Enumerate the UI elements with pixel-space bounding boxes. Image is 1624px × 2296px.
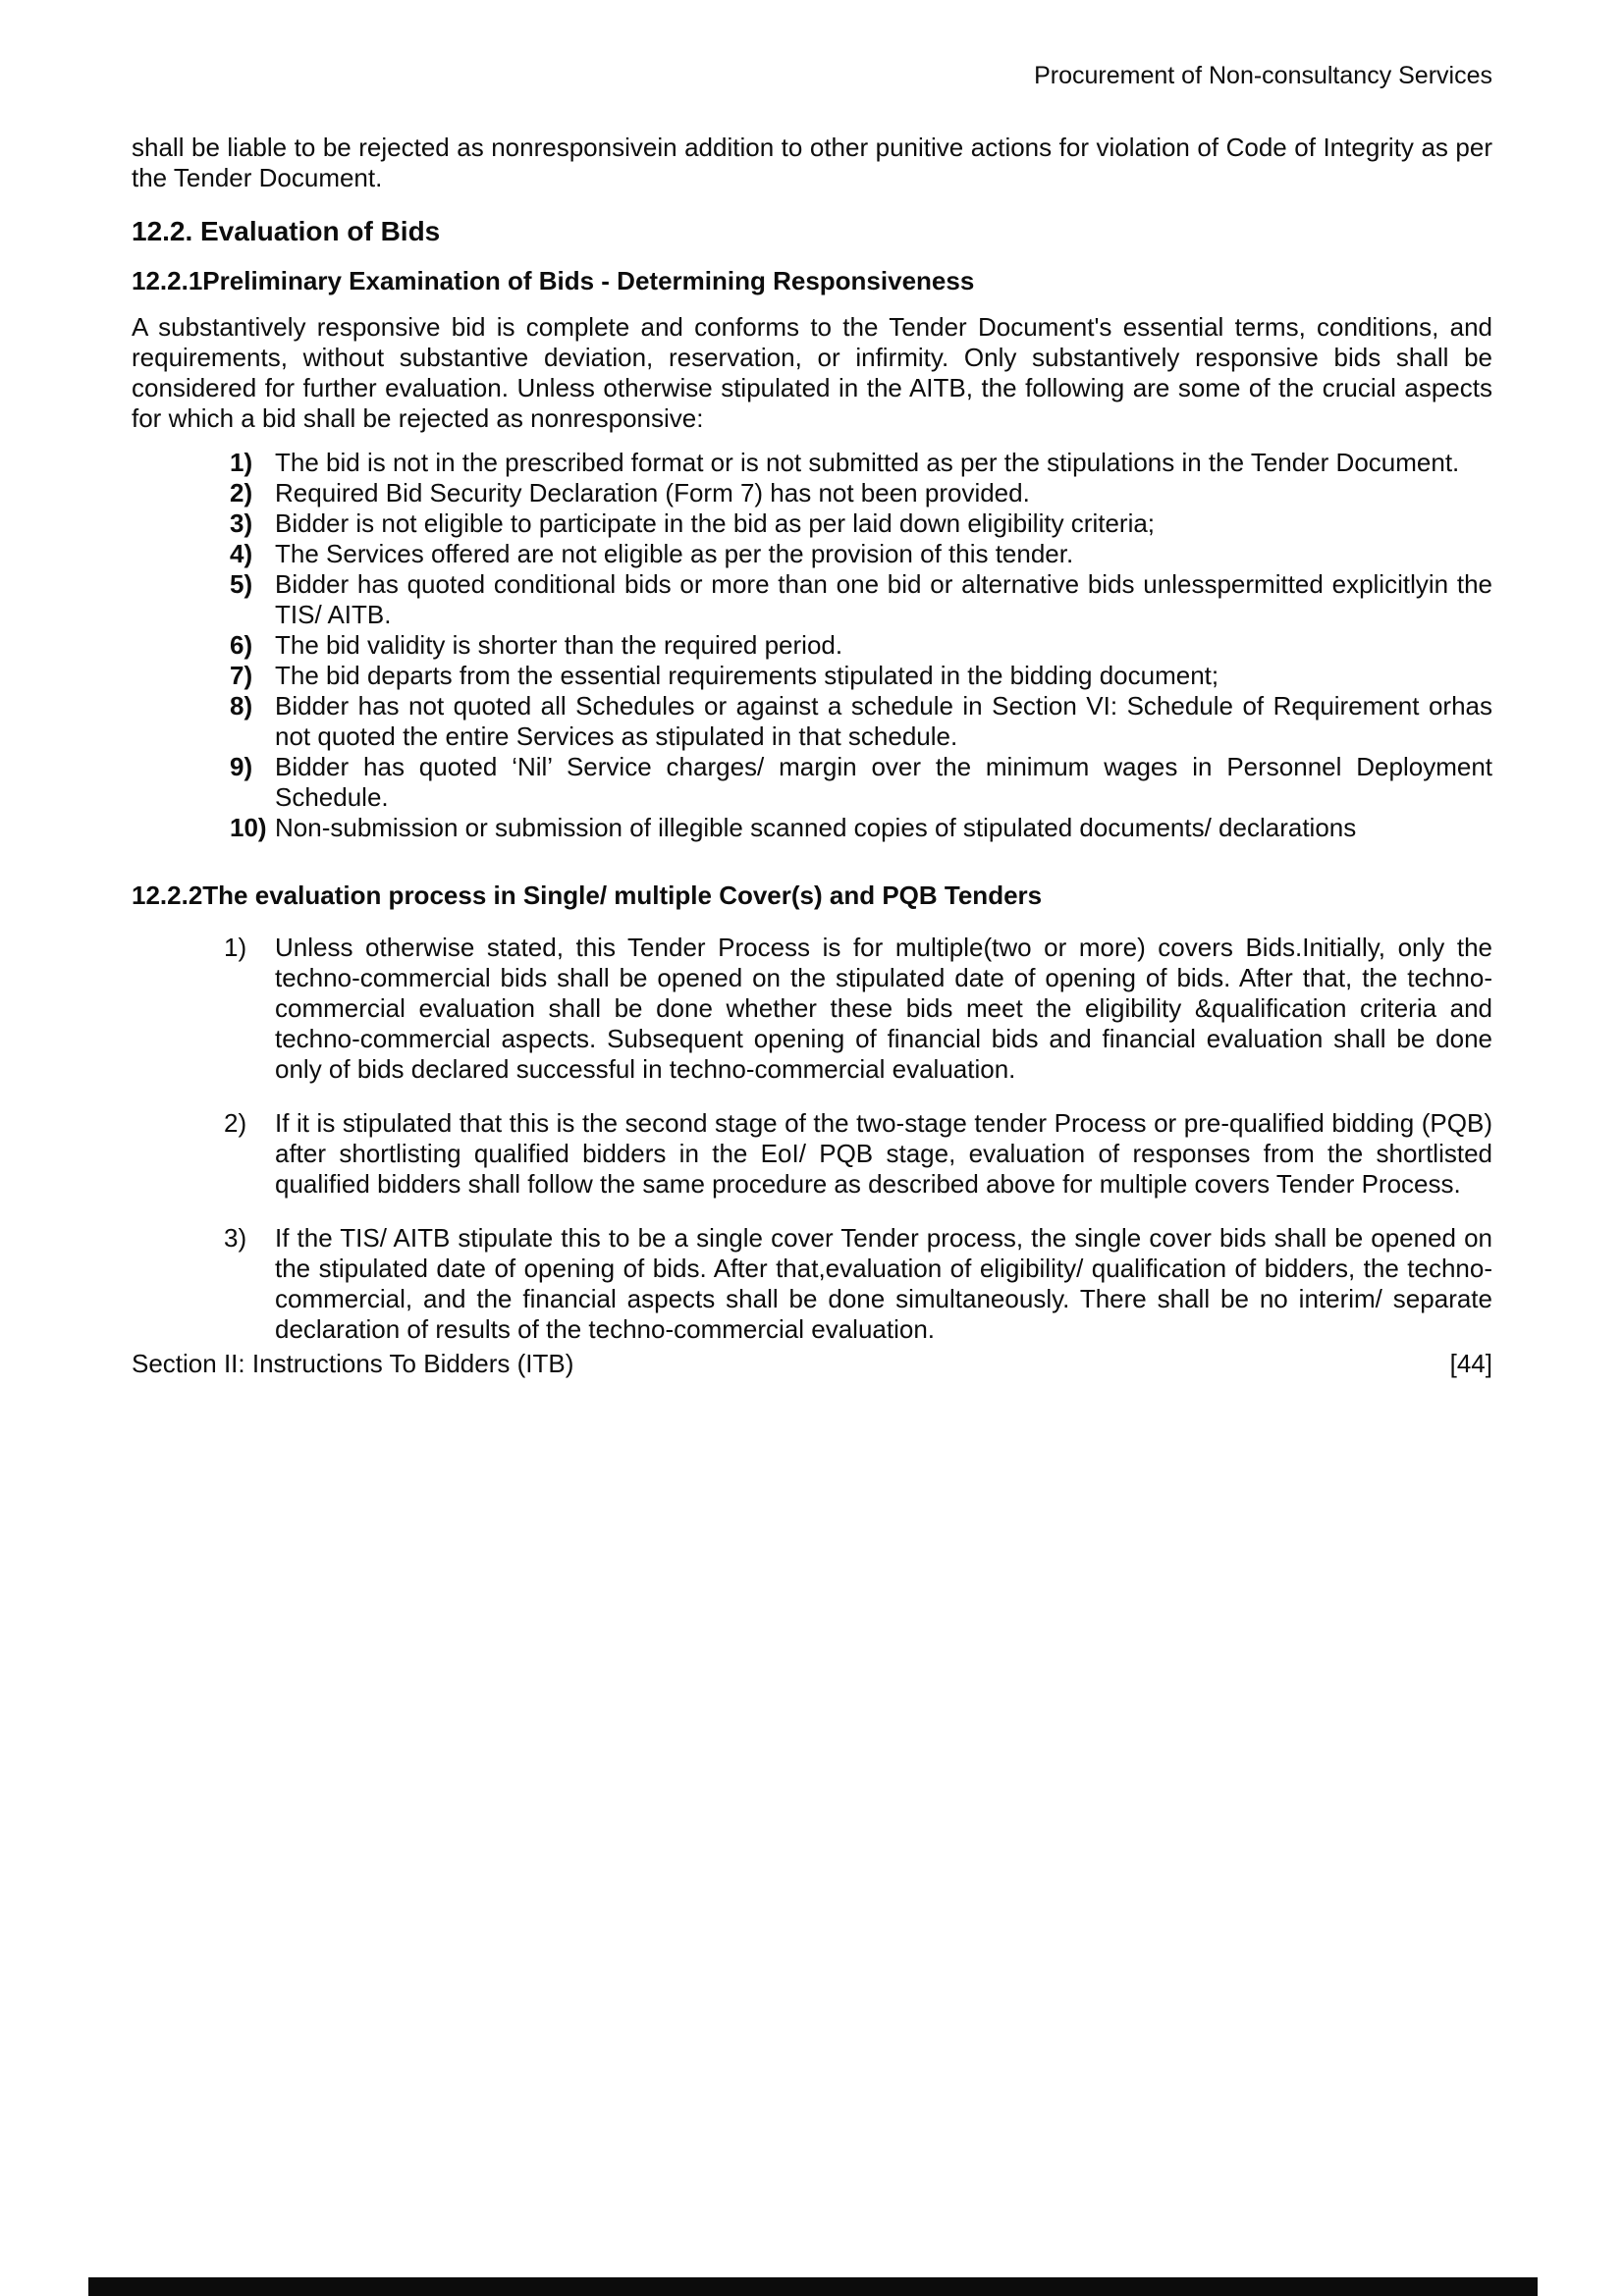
list-item-number: 1): [224, 933, 247, 962]
intro-paragraph: shall be liable to be rejected as nonresponsivein addition to other punitive actions for violation of Code of Integrity as per the Tender Document.: [132, 133, 1492, 192]
sub-heading-number: 12.2.2: [132, 881, 203, 910]
list-item-text: Required Bid Security Declaration (Form 7) has not been provided.: [275, 478, 1030, 507]
sub-heading-number: 12.2.1: [132, 266, 203, 295]
bottom-scan-artifact-bar: [88, 2277, 1538, 2296]
footer-page-number: [44]: [1449, 1349, 1492, 1378]
list-item: [230, 539, 1492, 569]
list-item-text: The bid departs from the essential requirements stipulated in the bidding document;: [275, 661, 1219, 690]
list-item: [230, 630, 1492, 661]
list-item-number: 6): [230, 630, 253, 660]
list-item-number: 5): [230, 569, 253, 599]
rejection-criteria-list: [230, 448, 1492, 843]
sub-heading-12-2-1: [132, 266, 1492, 296]
list-item: [224, 1108, 1492, 1200]
list-item: [230, 448, 1492, 478]
running-header: Procurement of Non-consultancy Services: [1034, 62, 1492, 89]
list-item-text: Unless otherwise stated, this Tender Process is for multiple(two or more) covers Bids.Initially, only the techno-commercial bids shall be opened on the stipulated date of opening of bids. After that, the techno-commercial evaluation shall be done whether these bids meet the eligibility &qualification criteria and techno-commercial aspects. Subsequent opening of financial bids and financial evaluation shall be done only of bids declared successful in techno-commercial evaluation.: [275, 933, 1492, 1084]
list-item-number: 3): [230, 508, 253, 538]
list-item: [224, 1223, 1492, 1345]
list-item: [230, 661, 1492, 691]
section-heading-12-2: [132, 215, 1492, 248]
section-heading-title: Evaluation of Bids: [200, 216, 441, 246]
footer-section-label: Section II: Instructions To Bidders (ITB): [132, 1349, 574, 1378]
list-item-number: 1): [230, 448, 253, 477]
list-item-text: Bidder has quoted conditional bids or more than one bid or alternative bids unlesspermitted explicitlyin the TIS/ AITB.: [275, 569, 1492, 629]
sub-heading-title: Preliminary Examination of Bids - Determining Responsiveness: [202, 266, 975, 295]
list-item-number: 4): [230, 539, 253, 568]
responsiveness-paragraph: A substantively responsive bid is complete and conforms to the Tender Document's essential terms, conditions, and requirements, without substantive deviation, reservation, or infirmity. Only substantively responsive bids shall be considered for further evaluation. Unless otherwise stipulated in the AITB, the following are some of the crucial aspects for which a bid shall be rejected as nonresponsive:: [132, 312, 1492, 433]
list-item: [224, 933, 1492, 1085]
list-item-number: 10): [230, 813, 267, 842]
list-item: [230, 752, 1492, 813]
list-item-text: If the TIS/ AITB stipulate this to be a single cover Tender process, the single cover bids shall be opened on the stipulated date of opening of bids. After that,evaluation of eligibility/ qualification of bidders, the techno-commercial, and the financial aspects shall be done simultaneously. There shall be no interim/ separate declaration of results of the techno-commercial evaluation.: [275, 1223, 1492, 1344]
list-item: [230, 691, 1492, 752]
list-item-text: The bid is not in the prescribed format or is not submitted as per the stipulations in the Tender Document.: [275, 448, 1460, 477]
list-item-text: If it is stipulated that this is the second stage of the two-stage tender Process or pre-qualified bidding (PQB) after shortlisting qualified bidders in the EoI/ PQB stage, evaluation of responses from the shortlisted qualified bidders shall follow the same procedure as described above for multiple covers Tender Process.: [275, 1108, 1492, 1199]
sub-heading-title: The evaluation process in Single/ multiple Cover(s) and PQB Tenders: [202, 881, 1043, 910]
list-item: [230, 813, 1492, 843]
list-item-text: Bidder has not quoted all Schedules or against a schedule in Section VI: Schedule of Requirement orhas not quoted the entire Services as stipulated in that schedule.: [275, 691, 1492, 751]
list-item: [230, 478, 1492, 508]
list-item-text: Bidder has quoted ‘Nil’ Service charges/ margin over the minimum wages in Personnel Deployment Schedule.: [275, 752, 1492, 812]
list-item-text: Non-submission or submission of illegible scanned copies of stipulated documents/ declarations: [275, 813, 1357, 842]
evaluation-process-list: [224, 933, 1492, 1345]
page-footer: [132, 1349, 1492, 1379]
list-item-number: 9): [230, 752, 253, 781]
list-item-number: 2): [224, 1108, 247, 1138]
list-item-number: 2): [230, 478, 253, 507]
list-item-number: 7): [230, 661, 253, 690]
list-item-number: 8): [230, 691, 253, 721]
sub-heading-12-2-2: [132, 881, 1492, 911]
list-item-text: The Services offered are not eligible as per the provision of this tender.: [275, 539, 1074, 568]
list-item-text: Bidder is not eligible to participate in the bid as per laid down eligibility criteria;: [275, 508, 1156, 538]
list-item: [230, 569, 1492, 630]
list-item-number: 3): [224, 1223, 247, 1253]
list-item: [230, 508, 1492, 539]
list-item-text: The bid validity is shorter than the required period.: [275, 630, 843, 660]
section-heading-number: 12.2.: [132, 216, 193, 246]
